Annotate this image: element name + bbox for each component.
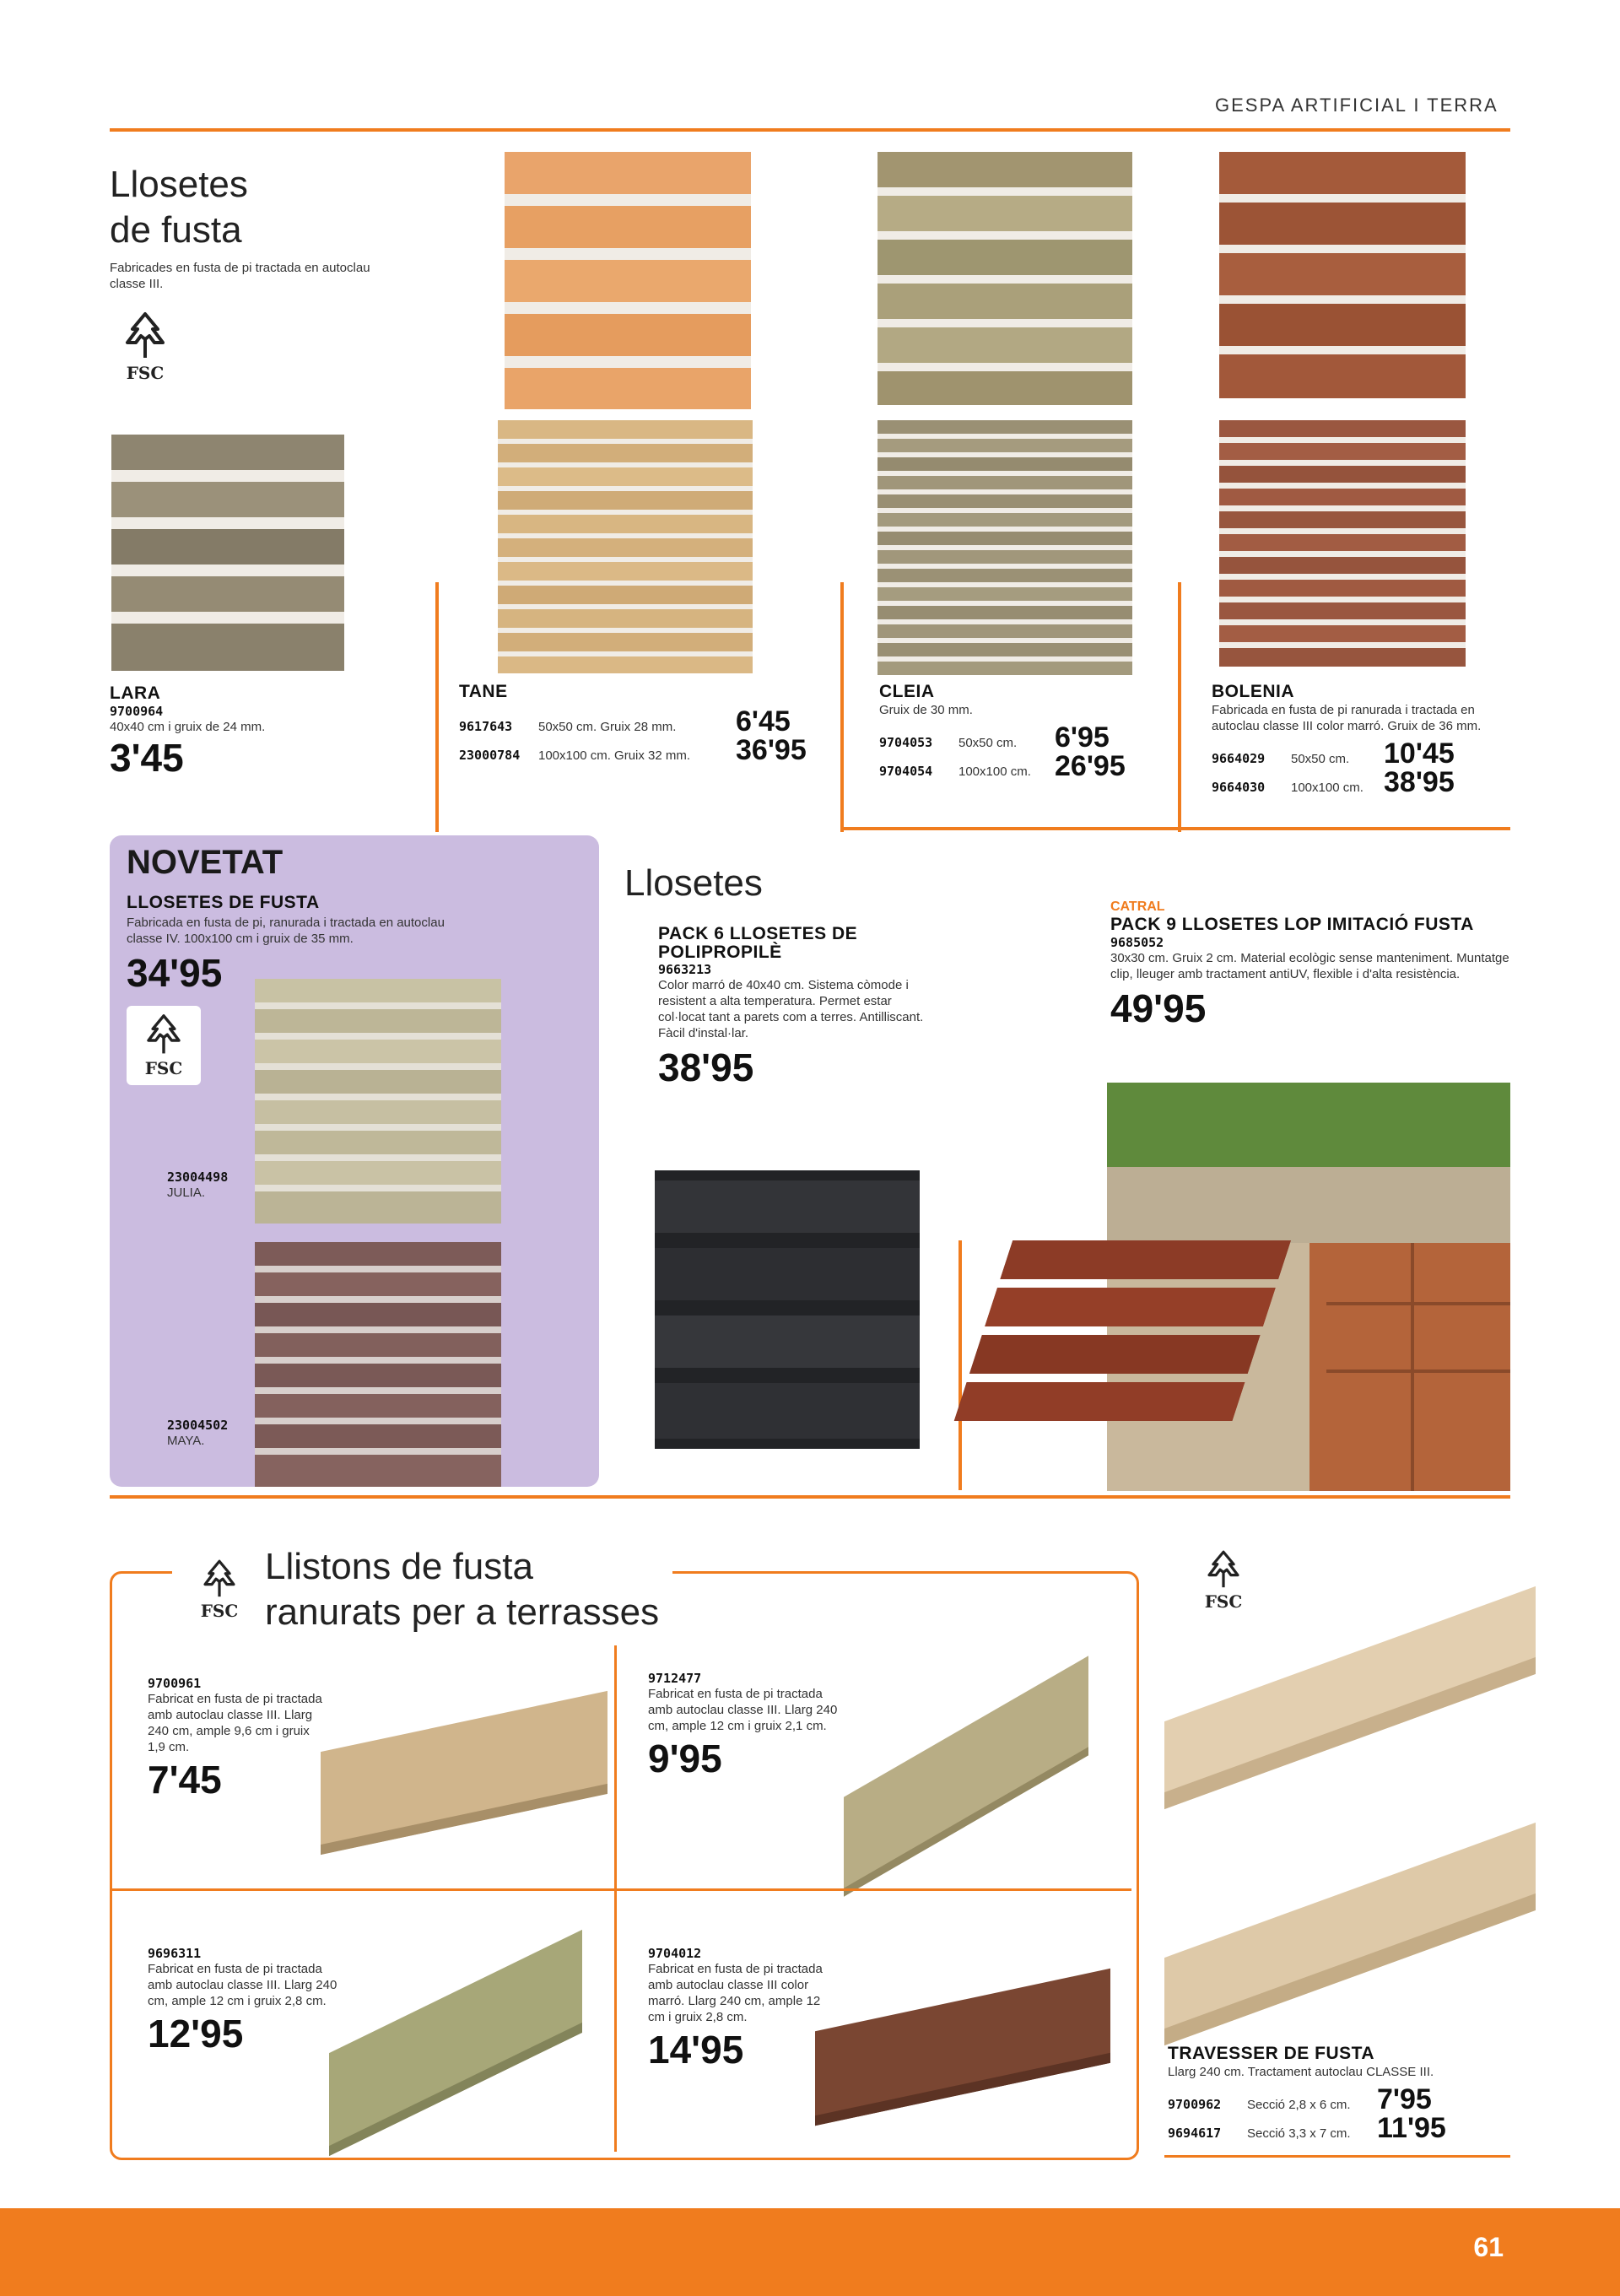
product-price: 38'95: [658, 1045, 754, 1089]
fsc-label: FSC: [1204, 1591, 1243, 1612]
tree-icon: [1199, 1549, 1248, 1591]
product-price: 7'45: [148, 1758, 222, 1802]
battens-title: [265, 1544, 659, 1635]
product-code: 9704012: [648, 1946, 702, 1961]
separator: [614, 1645, 617, 2152]
section-rule: [844, 827, 1510, 830]
wood-tiles-title: [110, 162, 248, 253]
pack6-product: [658, 925, 928, 1087]
pack9-product: [1110, 899, 1515, 1028]
bolenia-50-tile-image: [1219, 152, 1466, 398]
lara-tile-image: [111, 435, 344, 671]
product-name: CLEIA: [879, 682, 935, 701]
product-desc: Secció 2,8 x 6 cm.: [1247, 2098, 1351, 2112]
battens-title-wrap: [172, 1544, 672, 1635]
product-desc: 40x40 cm i gruix de 24 mm.: [110, 720, 266, 734]
tiles-title: Llosetes: [624, 862, 763, 904]
novetat-desc: Fabricada en fusta de pi, ranurada i tractada en autoclau classe IV. 100x100 cm i gruix de 35 mm.: [127, 916, 445, 946]
fsc-logo: [111, 311, 179, 383]
product-code: 23004502: [167, 1418, 229, 1433]
price-row: [459, 707, 830, 736]
bolenia-product: [1212, 682, 1507, 797]
price-row: [879, 752, 1166, 781]
product-name: PACK 9 LLOSETES LOP IMITACIÓ FUSTA: [1110, 915, 1474, 934]
wood-tiles-description: Fabricades en fusta de pi tractada en autoclau classe III.: [110, 261, 370, 291]
tree-icon: [116, 311, 175, 363]
header-rule: [110, 128, 1510, 132]
travesser-image-1: [1164, 1586, 1536, 1809]
section-label: GESPA ARTIFICIAL I TERRA: [1215, 95, 1498, 116]
tree-icon: [138, 1013, 189, 1058]
product-price: 38'95: [1384, 766, 1455, 798]
product-name: LARA: [110, 683, 161, 703]
separator: [840, 582, 844, 832]
product-price: 6'45: [736, 705, 791, 737]
price-row: [1212, 768, 1507, 797]
julia-tile-image: [255, 979, 501, 1224]
fsc-logo: [1190, 1549, 1257, 1612]
batten-product-2: [648, 1671, 842, 1778]
product-code: 9664030: [1212, 780, 1266, 795]
product-desc: Gruix de 30 mm.: [879, 703, 973, 717]
product-code: 9664029: [1212, 751, 1266, 766]
price-row: [1212, 739, 1507, 768]
product-name: TRAVESSER DE FUSTA: [1168, 2044, 1375, 2063]
travesser-image-2: [1164, 1823, 1536, 2045]
price-row: [879, 723, 1166, 752]
product-desc: 50x50 cm.: [1291, 752, 1350, 766]
novetat-name: LLOSETES DE FUSTA: [127, 893, 320, 912]
fsc-label: FSC: [200, 1601, 239, 1621]
product-brand: CATRAL: [1110, 899, 1165, 914]
section-rule: [1164, 2155, 1510, 2158]
fsc-label: FSC: [126, 363, 165, 383]
product-price: 6'95: [1055, 721, 1110, 754]
product-desc: 50x50 cm.: [958, 736, 1018, 750]
product-code: 23000784: [459, 748, 521, 763]
product-code: 9712477: [648, 1671, 702, 1686]
fsc-logo: [127, 1006, 201, 1085]
product-price: 7'95: [1377, 2083, 1432, 2115]
product-price: 14'95: [648, 2028, 744, 2072]
product-price: 26'95: [1055, 750, 1126, 782]
battens-title-line2: ranurats per a terrasses: [265, 1591, 660, 1633]
product-desc: Fabricat en fusta de pi tractada amb autoclau classe III. Llarg 240 cm, ample 9,6 cm i gruix 1,9 cm.: [148, 1692, 322, 1754]
julia-label: [167, 1170, 228, 1201]
batten-product-3: [148, 1946, 342, 2056]
travesser-product: [1168, 2044, 1505, 2142]
product-code: 9700964: [110, 704, 164, 719]
product-name: MAYA.: [167, 1434, 205, 1448]
wood-tiles-title-line1: Llosetes: [110, 164, 248, 205]
wood-tiles-title-line2: de fusta: [110, 209, 242, 251]
tane-50-tile-image: [505, 152, 751, 409]
product-code: 23004498: [167, 1170, 229, 1185]
product-price: 9'95: [648, 1737, 722, 1780]
tree-icon: [195, 1559, 244, 1601]
pack6-tile-image: [641, 1169, 937, 1451]
lara-product: [110, 683, 266, 780]
section-rule: [110, 1495, 1510, 1499]
product-price: 3'45: [110, 736, 184, 780]
product-desc: Color marró de 40x40 cm. Sistema còmode i resistent a alta temperatura. Permet estar col·locat tant a parets com a terres. Antilliscant. Fàcil d'instal·lar.: [658, 978, 924, 1040]
product-desc: 50x50 cm. Gruix 28 mm.: [538, 720, 677, 734]
product-desc: Fabricat en fusta de pi tractada amb autoclau classe III. Llarg 240 cm, ample 12 cm i gruix 2,8 cm.: [148, 1962, 338, 2008]
product-name: BOLENIA: [1212, 682, 1294, 701]
product-desc: 30x30 cm. Gruix 2 cm. Material ecològic sense manteniment. Muntatge clip, lleuger amb tractament antiUV, flexible i d'alta resistència.: [1110, 951, 1509, 981]
fsc-label: FSC: [144, 1058, 183, 1078]
product-desc: Llarg 240 cm. Tractament autoclau CLASSE III.: [1168, 2065, 1434, 2079]
product-price: 36'95: [736, 734, 807, 766]
product-code: 9700962: [1168, 2097, 1222, 2112]
product-name: PACK 6 LLOSETES DE POLIPROPILÈ: [658, 924, 858, 962]
separator: [1178, 582, 1181, 832]
separator: [958, 1240, 962, 1490]
product-desc: Fabricat en fusta de pi tractada amb autoclau classe III. Llarg 240 cm, ample 12 cm i gruix 2,1 cm.: [648, 1687, 838, 1733]
product-code: 9617643: [459, 719, 513, 734]
batten-product-4: [648, 1946, 825, 2072]
product-code: 9685052: [1110, 935, 1164, 950]
price-row: [1168, 2114, 1505, 2142]
novetat-price: 34'95: [127, 951, 223, 995]
product-code: 9704053: [879, 735, 933, 750]
product-price: 10'45: [1384, 737, 1455, 770]
page-number: 61: [1473, 2232, 1504, 2262]
product-code: 9694617: [1168, 2126, 1222, 2141]
product-desc: 100x100 cm. Gruix 32 mm.: [538, 748, 691, 763]
batten-product-1: [148, 1676, 325, 1802]
cleia-product: [879, 682, 1166, 781]
cleia-50-tile-image: [878, 152, 1132, 405]
maya-label: [167, 1418, 228, 1449]
footer-bar: [0, 2208, 1620, 2296]
product-desc: 100x100 cm.: [1291, 781, 1364, 795]
product-name: JULIA.: [167, 1186, 206, 1200]
product-code: 9663213: [658, 962, 712, 977]
product-desc: 100x100 cm.: [958, 764, 1031, 779]
maya-tile-image: [255, 1242, 501, 1487]
product-price: 49'95: [1110, 986, 1207, 1030]
cleia-100-tile-image: [878, 420, 1132, 675]
battens-title-line1: Llistons de fusta: [265, 1546, 533, 1587]
product-desc: Secció 3,3 x 7 cm.: [1247, 2126, 1351, 2141]
bolenia-100-tile-image: [1219, 420, 1466, 667]
product-code: 9700961: [148, 1676, 202, 1691]
product-code: 9704054: [879, 764, 933, 779]
fsc-logo: [186, 1559, 253, 1621]
tane-100-tile-image: [498, 420, 753, 673]
novetat-badge: NOVETAT: [127, 844, 284, 881]
separator: [112, 1888, 1131, 1891]
product-desc: Fabricat en fusta de pi tractada amb autoclau classe III color marró. Llarg 240 cm, ample 12 cm i gruix 2,8 cm.: [648, 1962, 823, 2024]
price-row: [1168, 2085, 1505, 2114]
product-desc: Fabricada en fusta de pi ranurada i tractada en autoclau classe III color marró. Gruix de 36 mm.: [1212, 703, 1482, 733]
product-name: TANE: [459, 682, 508, 701]
tane-product: [459, 682, 830, 764]
product-price: 11'95: [1377, 2112, 1446, 2144]
price-row: [459, 736, 830, 764]
product-code: 9696311: [148, 1946, 202, 1961]
product-price: 12'95: [148, 2012, 244, 2056]
separator: [435, 582, 439, 832]
